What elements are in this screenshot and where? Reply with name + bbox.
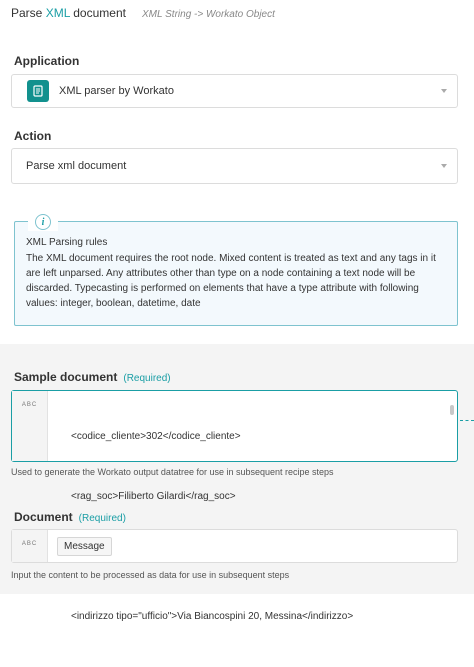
document-label: Document (Required) — [14, 510, 126, 524]
chevron-down-icon[interactable] — [441, 89, 447, 93]
sample-document-content[interactable] — [71, 387, 353, 667]
sample-document-label: Sample document (Required) — [14, 370, 171, 384]
message-datapill[interactable]: Message — [57, 537, 112, 556]
step-header — [11, 6, 275, 22]
datatree-connector — [460, 420, 474, 421]
text-type-badge: ABC — [12, 391, 48, 461]
step-subtitle: XML String -> Workato Object — [141, 9, 275, 20]
application-value: XML parser by Workato — [59, 85, 174, 97]
application-label: Application — [14, 54, 80, 68]
text-type-badge: ABC — [12, 530, 48, 562]
info-icon: i — [28, 213, 58, 231]
code-line: <rag_soc>Filiberto Gilardi</rag_soc> — [71, 491, 236, 502]
application-select[interactable] — [11, 74, 458, 108]
scrollbar[interactable] — [450, 405, 454, 415]
step-title: Parse XML document — [11, 6, 126, 20]
info-body: The XML document requires the root node. Mixed content is treated as text and any tags in it are left unparsed. Any attributes other than type on a node containing a text node will be discarded. Typecasting is performed on elements that have a type attribute with following values: integer, boolean, datetime, date — [26, 253, 436, 309]
code-line: <indirizzo tipo="ufficio">Via Biancospini 20, Messina</indirizzo> — [71, 611, 354, 622]
required-marker: (Required) — [123, 373, 171, 384]
action-value: Parse xml document — [26, 160, 127, 172]
info-title: XML Parsing rules — [26, 237, 108, 248]
chevron-down-icon[interactable] — [441, 164, 447, 168]
sample-document-hint: Used to generate the Workato output datatree for use in subsequent recipe steps — [11, 467, 334, 477]
action-select[interactable] — [11, 148, 458, 184]
xml-parsing-rules-info — [14, 216, 458, 326]
xml-parser-icon — [27, 80, 49, 102]
code-line: <codice_cliente>302</codice_cliente> — [71, 431, 241, 442]
document-hint: Input the content to be processed as data for use in subsequent steps — [11, 570, 290, 580]
required-marker: (Required) — [78, 513, 126, 524]
action-label: Action — [14, 129, 52, 143]
